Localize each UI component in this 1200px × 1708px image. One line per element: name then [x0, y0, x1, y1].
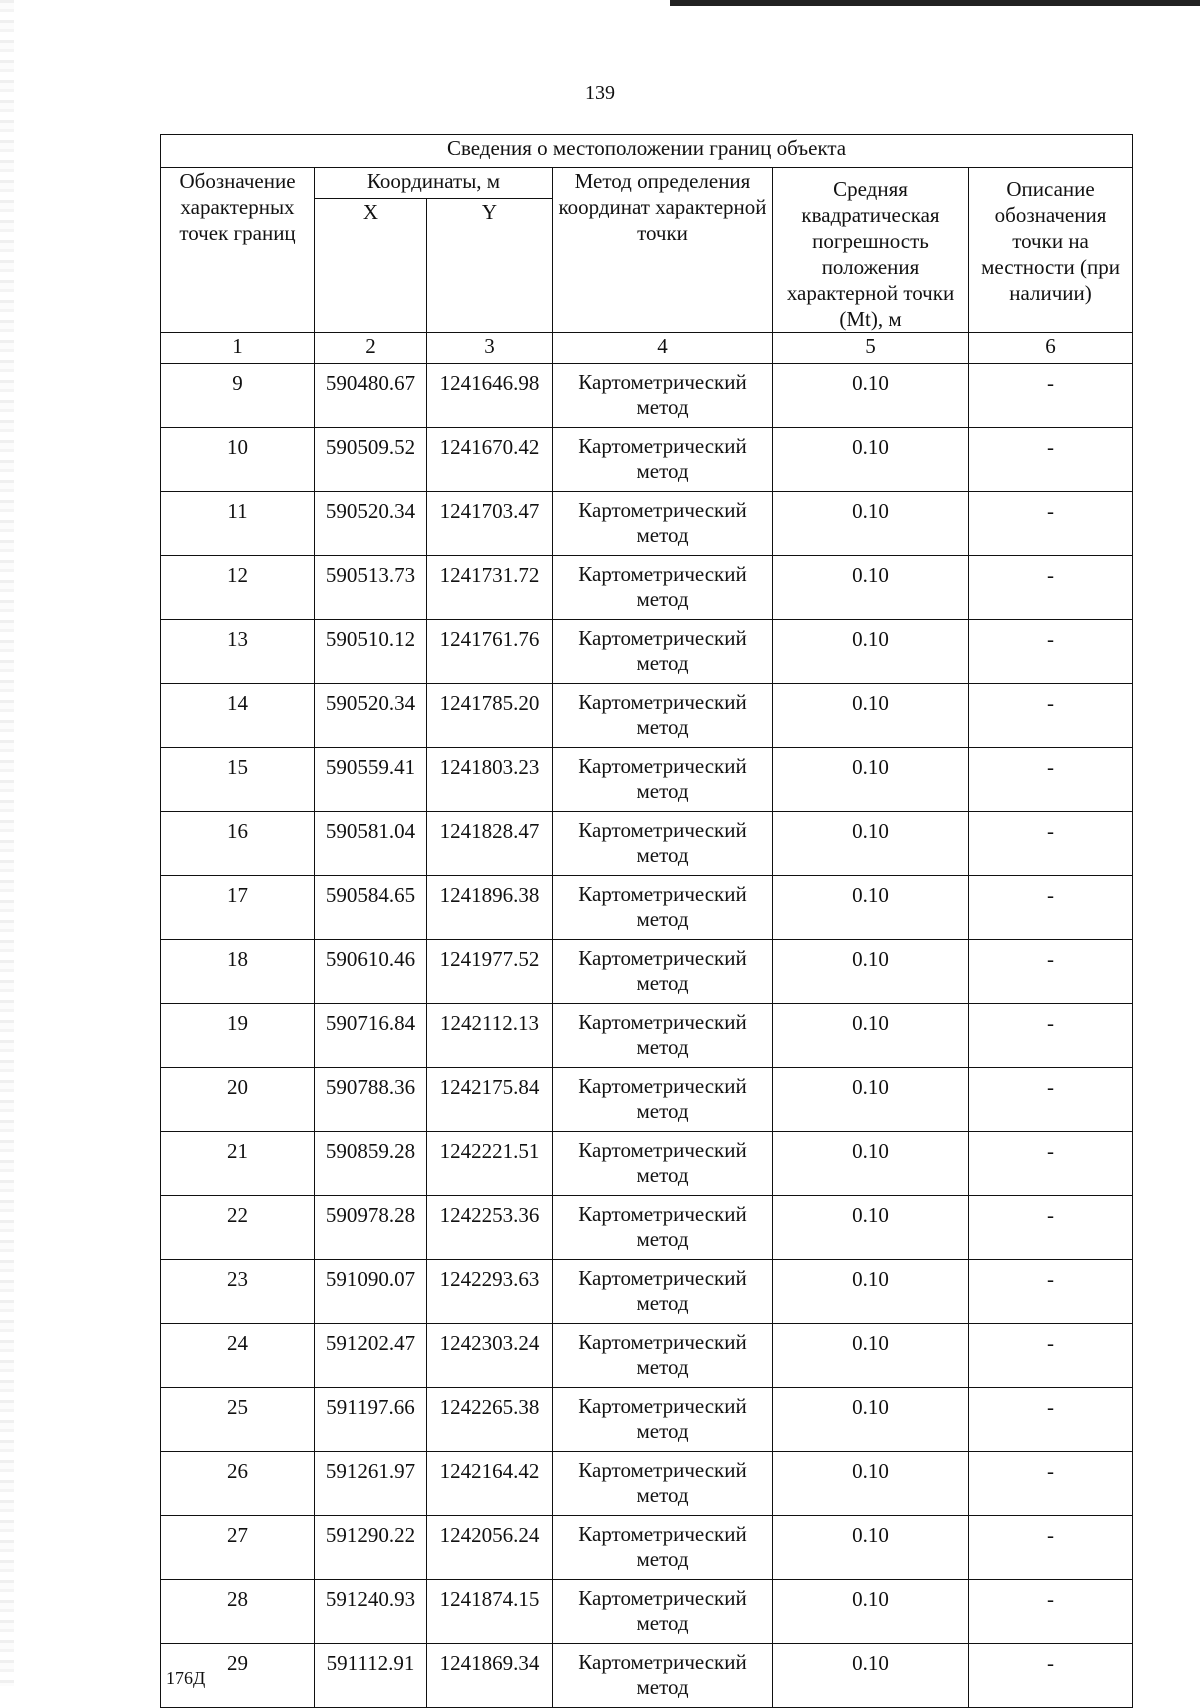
table-row [161, 1004, 1133, 1068]
table-row [161, 876, 1133, 940]
method-cell: Картометрический метод [553, 1004, 773, 1068]
description-cell: - [969, 1132, 1133, 1196]
x-cell: 590510.12 [315, 620, 427, 684]
method-cell: Картометрический метод [553, 812, 773, 876]
method-cell: Картометрический метод [553, 684, 773, 748]
x-cell: 590581.04 [315, 812, 427, 876]
method-cell: Картометрический метод [553, 1516, 773, 1580]
description-cell: - [969, 492, 1133, 556]
method-cell: Картометрический метод [553, 1388, 773, 1452]
table-row [161, 684, 1133, 748]
column-number: 1 [161, 333, 315, 364]
error-cell: 0.10 [773, 1388, 969, 1452]
error-cell: 0.10 [773, 492, 969, 556]
x-cell: 590978.28 [315, 1196, 427, 1260]
point-cell: 27 [161, 1516, 315, 1580]
table-row [161, 1452, 1133, 1516]
header-x: X [315, 199, 427, 333]
page-number: 139 [585, 82, 615, 104]
y-cell: 1241803.23 [427, 748, 553, 812]
header-method: Метод определения координат характерной точки [553, 168, 773, 333]
error-cell: 0.10 [773, 1196, 969, 1260]
description-cell: - [969, 364, 1133, 428]
x-cell: 591261.97 [315, 1452, 427, 1516]
table-row [161, 428, 1133, 492]
description-cell: - [969, 620, 1133, 684]
point-cell: 13 [161, 620, 315, 684]
error-cell: 0.10 [773, 556, 969, 620]
y-cell: 1241785.20 [427, 684, 553, 748]
point-cell: 9 [161, 364, 315, 428]
header-point: Обозначение характерных точек границ [161, 168, 315, 333]
description-cell: - [969, 1452, 1133, 1516]
point-cell: 21 [161, 1132, 315, 1196]
column-number: 4 [553, 333, 773, 364]
x-cell: 591240.93 [315, 1580, 427, 1644]
y-cell: 1241874.15 [427, 1580, 553, 1644]
method-cell: Картометрический метод [553, 1196, 773, 1260]
table-row [161, 1260, 1133, 1324]
error-cell: 0.10 [773, 1580, 969, 1644]
x-cell: 591202.47 [315, 1324, 427, 1388]
table-row [161, 1132, 1133, 1196]
table-row [161, 1580, 1133, 1644]
description-cell: - [969, 1260, 1133, 1324]
point-cell: 28 [161, 1580, 315, 1644]
point-cell: 11 [161, 492, 315, 556]
description-cell: - [969, 940, 1133, 1004]
error-cell: 0.10 [773, 1324, 969, 1388]
x-cell: 591290.22 [315, 1516, 427, 1580]
point-cell: 19 [161, 1004, 315, 1068]
method-cell: Картометрический метод [553, 492, 773, 556]
error-cell: 0.10 [773, 684, 969, 748]
method-cell: Картометрический метод [553, 1452, 773, 1516]
y-cell: 1241703.47 [427, 492, 553, 556]
description-cell: - [969, 1324, 1133, 1388]
header-description: Описание обозначения точки на местности (при наличии) [969, 168, 1133, 333]
point-cell: 24 [161, 1324, 315, 1388]
point-cell: 29 [161, 1644, 315, 1708]
y-cell: 1241761.76 [427, 620, 553, 684]
method-cell: Картометрический метод [553, 1324, 773, 1388]
error-cell: 0.10 [773, 1644, 969, 1708]
error-cell: 0.10 [773, 1452, 969, 1516]
scan-edge-noise [0, 0, 14, 1686]
scan-edge-bar [670, 0, 1200, 6]
column-number: 5 [773, 333, 969, 364]
error-cell: 0.10 [773, 1132, 969, 1196]
method-cell: Картометрический метод [553, 1580, 773, 1644]
method-cell: Картометрический метод [553, 1644, 773, 1708]
y-cell: 1242175.84 [427, 1068, 553, 1132]
x-cell: 590513.73 [315, 556, 427, 620]
point-cell: 20 [161, 1068, 315, 1132]
y-cell: 1242221.51 [427, 1132, 553, 1196]
y-cell: 1242253.36 [427, 1196, 553, 1260]
method-cell: Картометрический метод [553, 748, 773, 812]
table-row [161, 1068, 1133, 1132]
error-cell: 0.10 [773, 1260, 969, 1324]
table-row [161, 492, 1133, 556]
error-cell: 0.10 [773, 876, 969, 940]
error-cell: 0.10 [773, 1516, 969, 1580]
table-caption: Сведения о местоположении границ объекта [161, 135, 1133, 168]
column-number: 6 [969, 333, 1133, 364]
table-row [161, 364, 1133, 428]
point-cell: 16 [161, 812, 315, 876]
error-cell: 0.10 [773, 940, 969, 1004]
description-cell: - [969, 1196, 1133, 1260]
column-number: 2 [315, 333, 427, 364]
y-cell: 1242056.24 [427, 1516, 553, 1580]
x-cell: 590480.67 [315, 364, 427, 428]
description-cell: - [969, 748, 1133, 812]
table-row [161, 1388, 1133, 1452]
table-row [161, 556, 1133, 620]
y-cell: 1241896.38 [427, 876, 553, 940]
method-cell: Картометрический метод [553, 876, 773, 940]
table-row [161, 940, 1133, 1004]
point-cell: 17 [161, 876, 315, 940]
description-cell: - [969, 684, 1133, 748]
x-cell: 590559.41 [315, 748, 427, 812]
point-cell: 25 [161, 1388, 315, 1452]
table-caption-row [161, 135, 1133, 168]
description-cell: - [969, 1068, 1133, 1132]
y-cell: 1242164.42 [427, 1452, 553, 1516]
point-cell: 12 [161, 556, 315, 620]
x-cell: 590716.84 [315, 1004, 427, 1068]
y-cell: 1242303.24 [427, 1324, 553, 1388]
description-cell: - [969, 1004, 1133, 1068]
description-cell: - [969, 1388, 1133, 1452]
error-cell: 0.10 [773, 428, 969, 492]
point-cell: 14 [161, 684, 315, 748]
table-row [161, 1324, 1133, 1388]
footer-code: 176Д [166, 1668, 206, 1688]
point-cell: 10 [161, 428, 315, 492]
x-cell: 591112.91 [315, 1644, 427, 1708]
method-cell: Картометрический метод [553, 428, 773, 492]
description-cell: - [969, 1580, 1133, 1644]
table-row [161, 748, 1133, 812]
error-cell: 0.10 [773, 1004, 969, 1068]
table-row [161, 1196, 1133, 1260]
y-cell: 1241670.42 [427, 428, 553, 492]
header-y: Y [427, 199, 553, 333]
description-cell: - [969, 812, 1133, 876]
point-cell: 18 [161, 940, 315, 1004]
error-cell: 0.10 [773, 620, 969, 684]
error-cell: 0.10 [773, 748, 969, 812]
x-cell: 590610.46 [315, 940, 427, 1004]
error-cell: 0.10 [773, 812, 969, 876]
x-cell: 590859.28 [315, 1132, 427, 1196]
x-cell: 590509.52 [315, 428, 427, 492]
description-cell: - [969, 1516, 1133, 1580]
point-cell: 15 [161, 748, 315, 812]
method-cell: Картометрический метод [553, 1260, 773, 1324]
point-cell: 26 [161, 1452, 315, 1516]
x-cell: 591197.66 [315, 1388, 427, 1452]
description-cell: - [969, 428, 1133, 492]
point-cell: 22 [161, 1196, 315, 1260]
description-cell: - [969, 876, 1133, 940]
x-cell: 590584.65 [315, 876, 427, 940]
table-row [161, 1644, 1133, 1708]
method-cell: Картометрический метод [553, 364, 773, 428]
y-cell: 1242265.38 [427, 1388, 553, 1452]
y-cell: 1242293.63 [427, 1260, 553, 1324]
table-row [161, 812, 1133, 876]
header-error: Средняя квадратическая погрешность положения характерной точки (Mt), м [773, 168, 969, 333]
x-cell: 590520.34 [315, 492, 427, 556]
error-cell: 0.10 [773, 1068, 969, 1132]
header-coords: Координаты, м [315, 168, 553, 199]
column-number: 3 [427, 333, 553, 364]
table-row [161, 1516, 1133, 1580]
y-cell: 1241828.47 [427, 812, 553, 876]
boundary-coordinates-table [160, 134, 1133, 1708]
header-row-1 [161, 168, 1133, 199]
y-cell: 1241869.34 [427, 1644, 553, 1708]
method-cell: Картометрический метод [553, 1068, 773, 1132]
y-cell: 1241646.98 [427, 364, 553, 428]
error-cell: 0.10 [773, 364, 969, 428]
x-cell: 591090.07 [315, 1260, 427, 1324]
table-row [161, 620, 1133, 684]
x-cell: 590520.34 [315, 684, 427, 748]
point-cell: 23 [161, 1260, 315, 1324]
y-cell: 1241731.72 [427, 556, 553, 620]
method-cell: Картометрический метод [553, 620, 773, 684]
column-number-row [161, 333, 1133, 364]
y-cell: 1241977.52 [427, 940, 553, 1004]
method-cell: Картометрический метод [553, 556, 773, 620]
y-cell: 1242112.13 [427, 1004, 553, 1068]
method-cell: Картометрический метод [553, 1132, 773, 1196]
description-cell: - [969, 1644, 1133, 1708]
method-cell: Картометрический метод [553, 940, 773, 1004]
x-cell: 590788.36 [315, 1068, 427, 1132]
description-cell: - [969, 556, 1133, 620]
